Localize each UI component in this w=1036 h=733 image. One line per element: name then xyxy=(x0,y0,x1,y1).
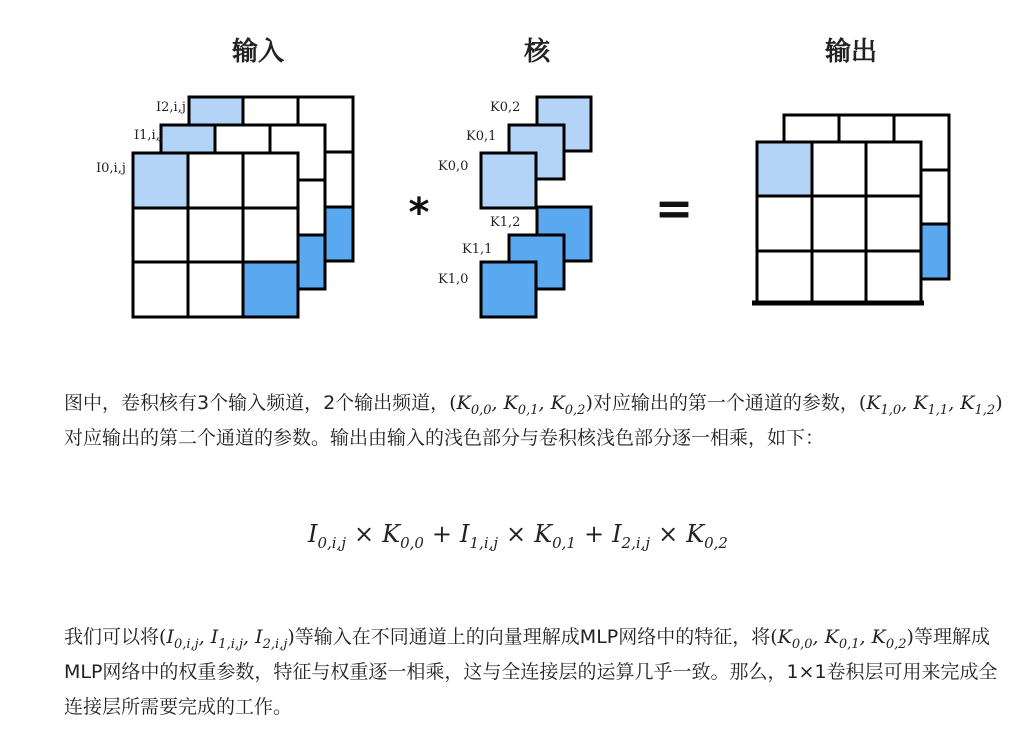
kernel-label-0-2: K0,2 xyxy=(490,100,521,115)
kernel-label-0-1: K0,1 xyxy=(466,129,497,144)
kernel-stack xyxy=(481,97,591,317)
input-label-1: I1,i,j xyxy=(134,128,164,143)
convolution-diagram xyxy=(0,0,1036,350)
paragraph-1 xyxy=(64,386,1004,456)
paragraph-2-text-c: 等理解成MLP网络中的权重参数，特征与权重逐一相乘，这与全连接层的运算几乎一致。那么，1×1卷积层可用来完成全连接层所需要完成的工作。 xyxy=(64,626,998,718)
paragraph-2-text-a: 我们可以将 xyxy=(64,626,160,648)
input-stack xyxy=(133,97,353,317)
paragraph-1-text-c: 对应输出的第二个通道的参数。输出由输入的浅色部分与卷积核浅色部分逐一相乘，如下： xyxy=(64,427,825,449)
heading-kernel: 核 xyxy=(523,37,551,67)
input-channel-0 xyxy=(133,153,298,317)
heading-output: 输出 xyxy=(824,37,878,67)
kernel-1-0 xyxy=(481,262,536,317)
kernel-label-0-0: K0,0 xyxy=(438,159,469,174)
paragraph-2 xyxy=(64,620,1004,725)
kernel-tuple-3: ($K_{0,0}$, $K_{0,1}$, $K_{0,2}$) xyxy=(770,626,914,652)
paragraph-1-text-a: 图中，卷积核有3个输入频道，2个输出频道， xyxy=(64,392,450,414)
paragraph-1-text-b: 对应输出的第一个通道的参数， xyxy=(592,392,859,414)
kernel-label-1-1: K1,1 xyxy=(462,242,493,257)
equals-operator: = xyxy=(654,181,694,235)
output-stack xyxy=(752,115,949,303)
kernel-0-0 xyxy=(481,153,536,208)
kernel-label-1-2: K1,2 xyxy=(490,215,521,230)
kernel-tuple-2: ($K_{1,0}$, $K_{1,1}$, $K_{1,2}$) xyxy=(858,392,1003,418)
input-label-0: I0,i,j xyxy=(96,161,126,176)
kernel-tuple-1: ($K_{0,0}$, $K_{0,1}$, $K_{0,2}$) xyxy=(449,392,593,418)
output-channel-0 xyxy=(752,142,924,303)
kernel-label-1-0: K1,0 xyxy=(438,272,469,287)
convolve-operator: * xyxy=(408,190,430,236)
formula: $I_{0,i,j} \times K_{0,0} + I_{1,i,j} \times K_{0,1} + I_{2,i,j} \times K_{0,2}$ xyxy=(308,520,728,552)
heading-input: 输入 xyxy=(231,37,285,67)
paragraph-2-text-b: 等输入在不同通道上的向量理解成MLP网络中的特征，将 xyxy=(294,626,771,648)
input-label-2: I2,i,j xyxy=(156,100,186,115)
input-tuple: ($I_{0,i,j}$, $I_{1,i,j}$, $I_{2,i,j}$) xyxy=(159,626,295,652)
